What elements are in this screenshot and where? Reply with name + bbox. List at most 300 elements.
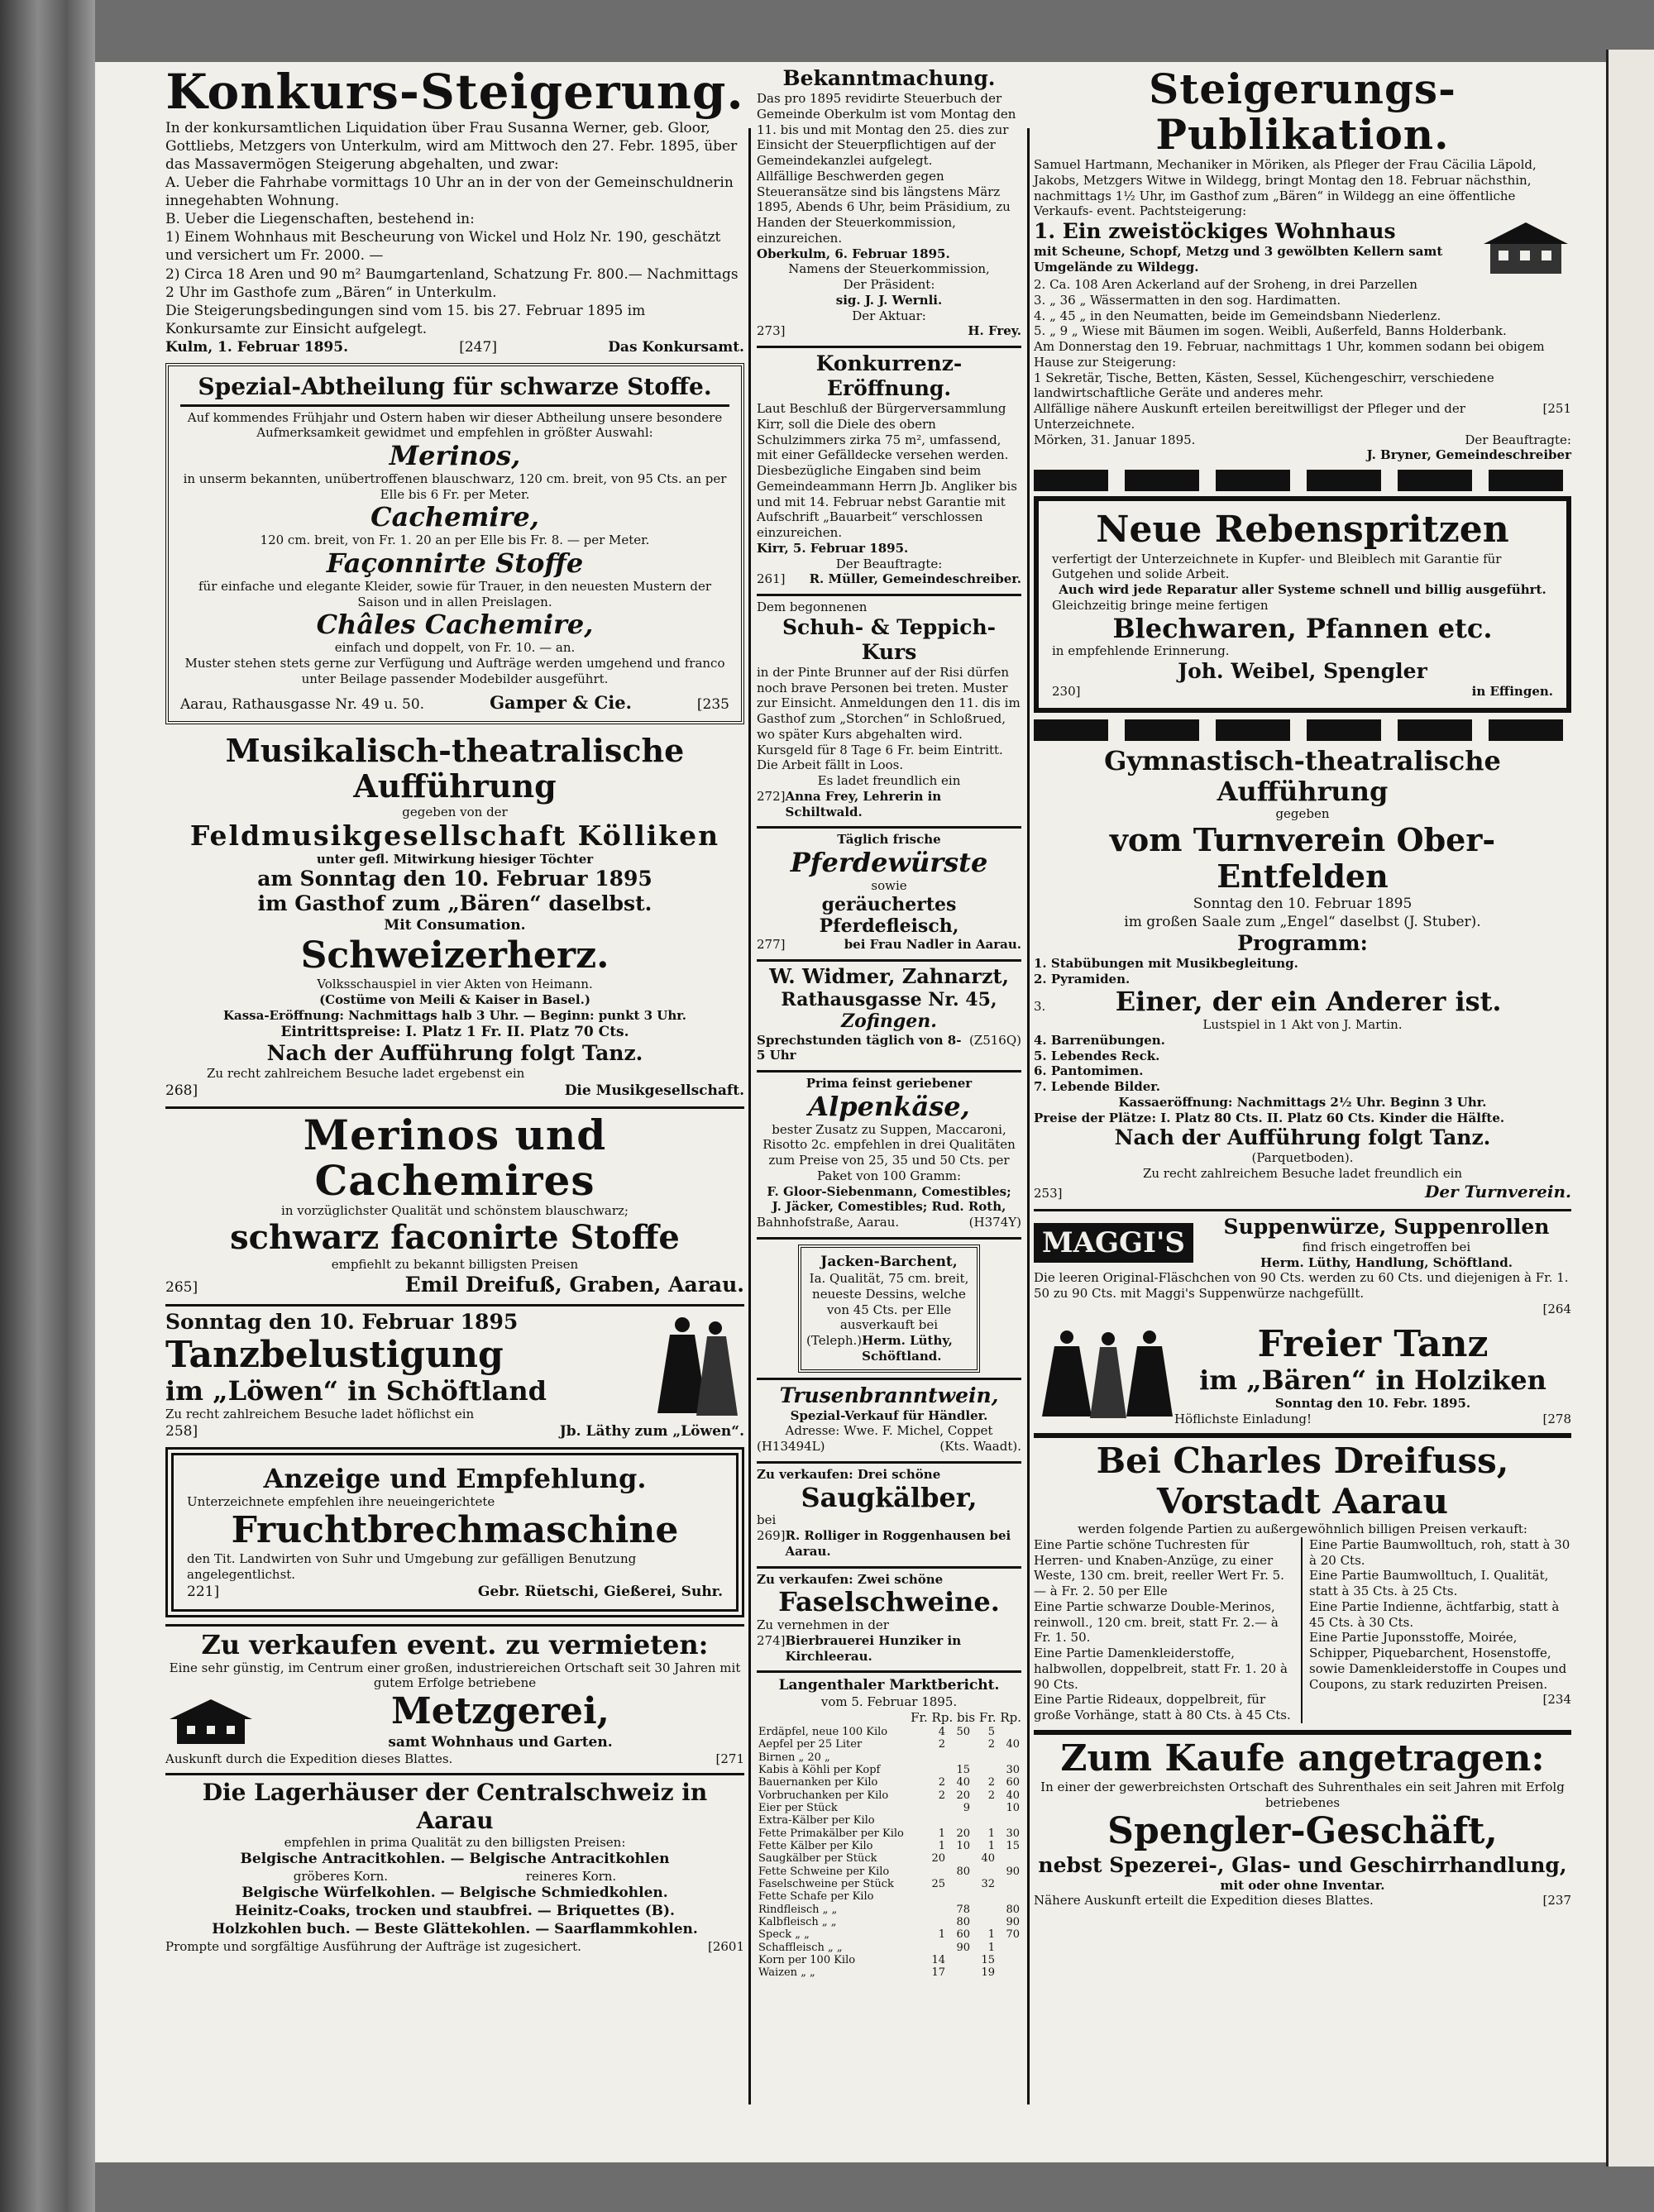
ad-text: in empfehlende Erinnerung. bbox=[1052, 643, 1230, 659]
sale-item: Eine Partie Baumwolltuch, roh, statt à 30 à 20 Cts. bbox=[1309, 1536, 1570, 1568]
market-price bbox=[997, 1726, 1021, 1738]
market-price bbox=[922, 1942, 947, 1954]
ad-ref: [278 bbox=[1542, 1411, 1571, 1426]
ad-metzgerei bbox=[165, 1630, 744, 1767]
ad-widmer bbox=[757, 965, 1021, 1063]
market-price: 80 bbox=[1006, 1903, 1020, 1916]
market-price bbox=[922, 1904, 947, 1916]
ad-title: Pferdewürste bbox=[790, 847, 988, 878]
ad-item: 4. „ 45 „ in den Neumatten, beide im Gemeindsbann Niederlenz. bbox=[1034, 308, 1441, 323]
program-item: 3. bbox=[1034, 999, 1046, 1015]
ad-text: Unterzeichnete empfehlen ihre neueingerichtete bbox=[187, 1493, 495, 1509]
column-divider-1 bbox=[748, 128, 751, 2105]
ad-title: Gymnastisch-theatralische Aufführung bbox=[1104, 744, 1501, 807]
ad-machine: Fruchtbrechmaschine bbox=[231, 1508, 679, 1551]
ad-ref: [234 bbox=[1542, 1692, 1571, 1708]
program-item: 7. Lebende Bilder. bbox=[1034, 1079, 1161, 1095]
ad-signature: Die Musikgesellschaft. bbox=[564, 1082, 744, 1100]
ad-title: Zu verkaufen event. zu vermieten: bbox=[201, 1628, 709, 1660]
ad-text: nebst Spezerei-, Glas- und Geschirrhandlung, bbox=[1038, 1852, 1567, 1877]
market-price bbox=[922, 1751, 947, 1764]
market-item: Rindfleisch „ „ bbox=[758, 1903, 838, 1916]
ad-text: Zu recht zahlreichem Besuche ladet freundlich ein bbox=[1142, 1166, 1463, 1182]
table-row bbox=[757, 1890, 1021, 1903]
market-item: Fette Primakälber per Kilo bbox=[758, 1827, 904, 1840]
ad-ref: [237 bbox=[1542, 1893, 1571, 1909]
sale-item: Eine Partie schöne Tuchresten für Herren- und Knaben-Anzüge, zu einer Weste, 130 cm. breit, reeller Wert Fr. 5.— à Fr. 2. 50 per Elle bbox=[1034, 1536, 1284, 1599]
ad-text: Preise der Plätze: I. Platz 80 Cts. II. Platz 60 Cts. Kinder die Hälfte. bbox=[1034, 1110, 1505, 1125]
table-row bbox=[757, 1966, 1021, 1979]
column-left bbox=[165, 66, 744, 1961]
table-row bbox=[757, 1904, 1021, 1916]
sale-item: Eine Partie Juponsstoffe, Moirée, Schipper, Piquebarchent, Hosenstoffe, sowie Damenkleiderstoffe in Coupes und Coupons, zu stark reduzirten Preisen. bbox=[1309, 1630, 1567, 1692]
market-price bbox=[922, 1890, 947, 1903]
market-price: 10 bbox=[956, 1839, 970, 1852]
market-price: 90 bbox=[956, 1941, 970, 1954]
ad-ref: (H374Y) bbox=[968, 1215, 1021, 1230]
ad-maggi bbox=[1034, 1215, 1571, 1317]
market-item: Faselschweine per Stück bbox=[758, 1877, 894, 1890]
ad-date: Kirr, 5. Februar 1895. bbox=[757, 540, 909, 556]
ad-ref: 268] bbox=[165, 1082, 198, 1100]
market-price bbox=[972, 1802, 997, 1814]
ad-firm: Gebr. Rüetschi, Gießerei, Suhr. bbox=[477, 1583, 723, 1600]
ad-text: Volksschauspiel in vier Akten von Heimann. bbox=[317, 977, 593, 992]
ad-title: Bei Charles Dreifuss, Vorstadt Aarau bbox=[1096, 1440, 1509, 1522]
market-price: 2 bbox=[938, 1776, 945, 1789]
ad-text: empfehlen in prima Qualität zu den billigsten Preisen: bbox=[284, 1834, 626, 1850]
market-price bbox=[947, 1954, 972, 1966]
table-row bbox=[757, 1852, 1021, 1865]
table-row bbox=[757, 1814, 1021, 1827]
market-price: 9 bbox=[963, 1801, 970, 1814]
market-price: 2 bbox=[987, 1776, 995, 1789]
ad-text: Die leeren Original-Fläschchen von 90 Cts. werden zu 60 Cts. und diejenigen à Fr. 1. 50 zu 90 Cts. mit Maggi's Suppenwürze nachgefüllt. bbox=[1034, 1270, 1569, 1302]
ad-text: (Costüme von Meili & Kaiser in Basel.) bbox=[319, 991, 590, 1007]
ad-text: Der Beauftragte: bbox=[1465, 432, 1571, 447]
market-price: 60 bbox=[1006, 1776, 1020, 1789]
market-price: 2 bbox=[987, 1738, 995, 1751]
ad-text: werden folgende Partien zu außergewöhnlich billigen Preisen verkauft: bbox=[1078, 1522, 1527, 1537]
table-row bbox=[757, 1942, 1021, 1954]
market-price: 32 bbox=[981, 1877, 995, 1890]
ad-address: Rathausgasse Nr. 45, bbox=[781, 988, 997, 1010]
market-item: Kabis à Köhli per Kopf bbox=[758, 1763, 881, 1776]
market-price: 90 bbox=[1006, 1915, 1020, 1928]
ad-text: gegeben von der bbox=[402, 804, 508, 819]
market-price: 1 bbox=[938, 1839, 945, 1852]
market-table bbox=[757, 1726, 1021, 1980]
ad-fasel bbox=[757, 1572, 1021, 1665]
ad-dreifuss bbox=[1034, 1441, 1571, 1722]
ad-title: Freier Tanz bbox=[1257, 1322, 1489, 1365]
ad-line: Belgische Antracitkohlen. — Belgische Antracitkohlen bbox=[240, 1851, 670, 1868]
ad-text: Zu vernehmen in der bbox=[757, 1617, 889, 1633]
market-price bbox=[922, 1802, 947, 1814]
market-price: 5 bbox=[987, 1725, 995, 1738]
ad-address: Aarau, Rathausgasse Nr. 49 u. 50. bbox=[180, 696, 425, 714]
ad-text: 1 Sekretär, Tische, Betten, Kästen, Sessel, Küchengeschirr, verschiedene landwirtschaftliche Geräte und anderes mehr. bbox=[1034, 370, 1494, 401]
market-price bbox=[972, 1764, 997, 1776]
ad-text: Dem begonnenen bbox=[757, 600, 868, 614]
ad-title: geräuchertes Pferdefleisch, bbox=[819, 893, 959, 937]
ad-org: Feldmusikgesellschaft Kölliken bbox=[189, 819, 720, 852]
ad-text: Mit Consumation. bbox=[384, 917, 526, 934]
maggi-logo: MAGGI'S bbox=[1034, 1223, 1193, 1263]
market-item: Bauernanken per Kilo bbox=[758, 1776, 878, 1789]
program-item: 4. Barrenübungen. bbox=[1034, 1032, 1165, 1048]
table-row bbox=[757, 1928, 1021, 1941]
ad-text: sowie bbox=[871, 877, 907, 893]
ad-konkurrenz bbox=[757, 351, 1021, 587]
ad-jacken bbox=[798, 1245, 980, 1373]
ad-name: Spengler-Geschäft, bbox=[1107, 1809, 1498, 1852]
ad-place: im Gasthof zum „Bären“ daselbst. bbox=[257, 891, 653, 916]
ad-firm: Gamper & Cie. bbox=[490, 692, 632, 714]
market-price: 10 bbox=[1006, 1801, 1020, 1814]
product-desc: einfach und doppelt, von Fr. 10. — an. bbox=[334, 640, 576, 656]
market-price: 4 bbox=[938, 1725, 945, 1738]
ad-signature: Jb. Läthy zum „Löwen“. bbox=[559, 1422, 744, 1440]
market-item: Korn per 100 Kilo bbox=[758, 1953, 856, 1966]
table-row bbox=[757, 1738, 1021, 1751]
ad-text: den Tit. Landwirten von Suhr und Umgebung zur gefälligen Benutzung angelegentlichst. bbox=[187, 1551, 637, 1582]
ad-signature: Joh. Weibel, Spengler bbox=[1178, 659, 1427, 684]
market-price bbox=[947, 1751, 972, 1764]
market-price: 40 bbox=[981, 1852, 995, 1866]
ad-line: Heinitz-Coaks, trocken und staubfrei. — Briquettes (B). bbox=[235, 1903, 675, 1920]
market-price bbox=[922, 1866, 947, 1878]
ad-title: Anzeige und Empfehlung. bbox=[263, 1463, 647, 1495]
ad-steigerung bbox=[1034, 66, 1571, 463]
ad-signature: Der Turnverein. bbox=[1425, 1181, 1571, 1202]
ad-org: vom Turnverein Ober-Entfelden bbox=[1109, 821, 1496, 895]
ad-firm: Bahnhofstraße, Aarau. bbox=[757, 1215, 900, 1230]
ad-ref: 269] bbox=[757, 1528, 786, 1544]
table-row bbox=[757, 1878, 1021, 1890]
market-item: Extra-Kälber per Kilo bbox=[758, 1814, 875, 1827]
ad-title: Zum Kaufe angetragen: bbox=[1060, 1737, 1545, 1780]
ad-signature: bei Frau Nadler in Aarau. bbox=[844, 937, 1021, 953]
market-price: 30 bbox=[1006, 1763, 1020, 1776]
market-item: Kalbfleisch „ „ bbox=[758, 1915, 837, 1928]
ad-text: bester Zusatz zu Suppen, Maccaroni, Risotto 2c. empfehlen in drei Qualitäten zum Preise von 25, 35 und 50 Cts. per Paket von 100 Gramm: bbox=[762, 1121, 1016, 1183]
market-price bbox=[972, 1751, 997, 1764]
ad-freier bbox=[1034, 1324, 1571, 1427]
ad-text: Ia. Qualität, 75 cm. breit, neueste Dessins, welche von 45 Cts. per Elle ausverkauft bei bbox=[809, 1271, 969, 1333]
ad-title: Saugkälber, bbox=[801, 1481, 978, 1513]
ad-kaelber bbox=[757, 1467, 1021, 1560]
ad-date: Sonntag den 10. Februar 1895 bbox=[1193, 895, 1413, 912]
ad-text: (Teleph.) bbox=[806, 1333, 863, 1349]
market-price bbox=[972, 1814, 997, 1827]
ad-signature: Bierbrauerei Hunziker in Kirchleerau. bbox=[785, 1632, 962, 1664]
ad-firm: J. Jäcker, Comestibles; Rud. Roth, bbox=[772, 1199, 1006, 1215]
ad-item: A. Ueber die Fahrhabe vormittags 10 Uhr an in der von der Gemeinschuldnerin innegehabten Wohnung. bbox=[165, 174, 734, 210]
ad-text: unter gefl. Mitwirkung hiesiger Töchter bbox=[316, 851, 594, 867]
sale-item: Eine Partie Rideaux, doppelbreit, für große Vorhänge, statt à 80 Cts. à 45 Cts. bbox=[1034, 1692, 1291, 1723]
product-name: Cachemire, bbox=[370, 501, 539, 533]
market-item: Erdäpfel, neue 100 Kilo bbox=[758, 1725, 888, 1738]
ad-text: in der Pinte Brunner auf der Risi dürfen noch brave Personen bei treten. Muster zur Einsicht. Anmeldungen den 11. dis im Gasthof zum „Storchen“ in Schloßrued, wo später Kurs abgehalten wird. Kursgeld für 8 Tage 6 Fr. beim Eintritt. Die Arbeit fällt in Loos. bbox=[757, 664, 1021, 773]
market-price bbox=[997, 1954, 1021, 1966]
market-price: 1 bbox=[987, 1839, 995, 1852]
market-price bbox=[997, 1852, 1021, 1865]
ad-konkurs bbox=[165, 66, 744, 356]
market-item: Birnen „ 20 „ bbox=[758, 1751, 830, 1764]
ad-ref: 272] bbox=[757, 788, 786, 804]
ad-spezial bbox=[165, 363, 744, 724]
product-desc: 120 cm. breit, von Fr. 1. 20 an per Elle bis Fr. 8. — per Meter. bbox=[260, 533, 650, 548]
ad-name: Metzgerei, bbox=[391, 1690, 609, 1733]
market-price: 20 bbox=[956, 1789, 970, 1802]
ad-firm: Herm. Lüthy, Handlung, Schöftland. bbox=[1260, 1254, 1513, 1270]
ad-line: Holzkohlen buch. — Beste Glättekohlen. — Saarflammkohlen. bbox=[212, 1921, 698, 1938]
market-item: Fette Schweine per Kilo bbox=[758, 1865, 890, 1878]
ad-date: Sonntag den 10. Februar 1895 bbox=[165, 1309, 519, 1334]
ad-signature: Herm. Lüthy, Schöftland. bbox=[862, 1333, 953, 1364]
ad-signature: H. Frey. bbox=[968, 323, 1021, 339]
ad-text: Die Steigerungsbedingungen sind vom 15. bis 27. Februar 1895 im Konkursamte zur Einsicht aufgelegt. bbox=[165, 302, 646, 337]
play-title: Schweizerherz. bbox=[300, 934, 609, 977]
ad-gym bbox=[1034, 746, 1571, 1202]
market-price bbox=[997, 1942, 1021, 1954]
ad-signature: J. Bryner, Gemeindeschreiber bbox=[1366, 447, 1571, 463]
dancers-illustration-icon bbox=[645, 1310, 744, 1426]
ornament-border bbox=[1034, 719, 1571, 741]
ad-text: Zu verkaufen: Drei schöne bbox=[757, 1466, 941, 1482]
market-price bbox=[997, 1966, 1021, 1979]
ad-text: verfertigt der Unterzeichnete in Kupfer- und Bleiblech mit Garantie für Gutgehen und solide Arbeit. bbox=[1052, 551, 1502, 582]
product-desc: für einfache und elegante Kleider, sowie für Trauer, in den neuesten Mustern der Saison und in allen Preislagen. bbox=[198, 578, 711, 609]
ad-ref: 274] bbox=[757, 1632, 786, 1648]
market-price: 1 bbox=[987, 1941, 995, 1954]
ad-item: 1. Ein zweistöckiges Wohnhaus bbox=[1034, 219, 1396, 243]
ad-text: Das pro 1895 revidirte Steuerbuch der Gemeinde Oberkulm ist vom Montag den 11. bis und mit Montag den 25. dies zur Einsicht der Steuerpflichtigen auf der Gemeindekanzlei aufgelegt. bbox=[757, 91, 1016, 168]
ad-text: Nach der Aufführung folgt Tanz. bbox=[266, 1041, 643, 1066]
table-row bbox=[757, 1840, 1021, 1852]
ad-date: Mörken, 31. Januar 1895. bbox=[1034, 432, 1196, 447]
next-page-edge bbox=[1606, 50, 1654, 2167]
market-price: 25 bbox=[931, 1877, 945, 1890]
market-price: 80 bbox=[956, 1915, 970, 1928]
market-item: Aepfel per 25 Liter bbox=[758, 1738, 863, 1751]
ad-line: gröberes Korn. reineres Korn. bbox=[293, 1868, 617, 1884]
ad-ref: 221] bbox=[187, 1583, 220, 1600]
ad-title: Schuh- & Teppich-Kurs bbox=[782, 614, 997, 664]
market-price bbox=[972, 1904, 997, 1916]
ad-text: Auf kommendes Frühjahr und Ostern haben wir dieser Abtheilung unsere besondere Aufmerksamkeit gewidmet und empfehlen in größter Auswahl: bbox=[187, 409, 723, 441]
sale-item: Eine Partie Indienne, ächtfarbig, statt à 45 Cts. à 30 Cts. bbox=[1309, 1598, 1560, 1630]
market-item: Speck „ „ bbox=[758, 1928, 810, 1942]
ad-text: Zu verkaufen: Zwei schöne bbox=[757, 1571, 944, 1587]
ad-text: Gleichzeitig bringe meine fertigen bbox=[1052, 597, 1269, 613]
ad-ref: [2601 bbox=[707, 1938, 744, 1954]
ad-title: Neue Rebenspritzen bbox=[1096, 509, 1509, 551]
ad-text: Nähere Auskunft erteilt die Expedition dieses Blattes. bbox=[1034, 1893, 1374, 1909]
ad-line: Belgische Würfelkohlen. — Belgische Schmiedkohlen. bbox=[241, 1885, 668, 1902]
market-price: 1 bbox=[938, 1827, 945, 1840]
market-price: 15 bbox=[956, 1763, 970, 1776]
ad-text: in vorzüglichster Qualität und schönstem blauschwarz; bbox=[281, 1203, 629, 1219]
book-spine bbox=[0, 0, 95, 2212]
market-price bbox=[997, 1878, 1021, 1890]
table-row bbox=[757, 1764, 1021, 1776]
ad-title: Suppenwürze, Suppenrollen bbox=[1223, 1214, 1550, 1239]
market-item: Vorbruchanken per Kilo bbox=[758, 1789, 889, 1802]
market-price bbox=[972, 1890, 997, 1903]
ad-text: empfiehlt zu bekannt billigsten Preisen bbox=[331, 1257, 579, 1273]
table-row bbox=[757, 1751, 1021, 1764]
sale-item: Eine Partie schwarze Double-Merinos, reinwoll., 120 cm. breit, statt Fr. 2.— à Fr. 1. 50. bbox=[1034, 1598, 1279, 1646]
ad-merinos bbox=[165, 1112, 744, 1297]
ad-ref: [235 bbox=[696, 696, 729, 714]
ad-text: Zu recht zahlreichem Besuche ladet höflichst ein bbox=[165, 1407, 475, 1422]
ad-ref: 273] bbox=[757, 323, 786, 339]
table-row bbox=[757, 1776, 1021, 1789]
ad-title: Bekanntmachung. bbox=[782, 66, 996, 90]
ad-text: Der Beauftragte: bbox=[835, 556, 943, 571]
ad-kaufe bbox=[1034, 1738, 1571, 1909]
ad-ref: [264 bbox=[1542, 1301, 1571, 1316]
ad-item: 2) Circa 18 Aren und 90 m² Baumgartenland, Schatzung Fr. 800.— Nachmittags 2 Uhr im Gasthofe zum „Bären“ in Unterkulm. bbox=[165, 265, 739, 301]
ad-lager bbox=[165, 1779, 744, 1954]
market-item: Fette Kälber per Kilo bbox=[758, 1839, 873, 1852]
ad-signature: Anna Frey, Lehrerin in Schiltwald. bbox=[785, 788, 942, 819]
ad-anzeige bbox=[165, 1447, 744, 1617]
ad-signature: sig. J. J. Wernli. bbox=[835, 292, 943, 308]
market-price bbox=[947, 1890, 972, 1903]
table-row bbox=[757, 1726, 1021, 1738]
ad-signature: Das Konkursamt. bbox=[608, 338, 744, 356]
ad-signature: R. Müller, Gemeindeschreiber. bbox=[809, 571, 1021, 587]
ad-place: in Effingen. bbox=[1471, 684, 1553, 700]
market-price bbox=[997, 1814, 1021, 1827]
house-icon bbox=[165, 1696, 256, 1746]
market-price: 40 bbox=[1006, 1738, 1020, 1751]
ad-ref: (H13494L) bbox=[757, 1439, 825, 1455]
ad-title: Die Lagerhäuser der Centralschweiz in Aarau bbox=[202, 1779, 708, 1835]
ad-date: Oberkulm, 6. Februar 1895. bbox=[757, 246, 950, 261]
ad-place: im „Löwen“ in Schöftland bbox=[165, 1375, 547, 1407]
ad-text: Zu recht zahlreichem Besuche ladet ergebenst ein bbox=[207, 1066, 525, 1082]
ad-bekannt bbox=[757, 66, 1021, 339]
ad-date: Sonntag den 10. Febr. 1895. bbox=[1274, 1395, 1471, 1411]
ad-text: Eine sehr günstig, im Centrum einer großen, industriereichen Ortschaft seit 30 Jahren mit gutem Erfolge betriebene bbox=[169, 1660, 741, 1691]
ad-text: Kassaeröffnung: Nachmittags 2½ Uhr. Beginn 3 Uhr. bbox=[1118, 1094, 1487, 1110]
ad-firm: F. Gloor-Siebenmann, Comestibles; bbox=[767, 1183, 1011, 1199]
market-price: 2 bbox=[987, 1789, 995, 1802]
market-price bbox=[947, 1852, 972, 1865]
ad-item: 2. Ca. 108 Aren Ackerland auf der Sroheng, in drei Parzellen bbox=[1034, 277, 1417, 292]
market-price: 40 bbox=[956, 1776, 970, 1789]
market-price: 2 bbox=[938, 1738, 945, 1751]
ad-text: Namens der Steuerkommission, bbox=[788, 261, 990, 277]
ad-markt bbox=[757, 1676, 1021, 1979]
ad-title: Musikalisch-theatralische Aufführung bbox=[225, 731, 685, 805]
market-price: 15 bbox=[1006, 1839, 1020, 1852]
ad-line: Prompte und sorgfältige Ausführung der Aufträge ist zugesichert. bbox=[165, 1938, 581, 1954]
market-item: Schaffleisch „ „ bbox=[758, 1941, 843, 1954]
table-row bbox=[757, 1866, 1021, 1878]
ad-ref: 258] bbox=[165, 1422, 198, 1440]
market-price: 19 bbox=[981, 1966, 995, 1980]
market-price: 78 bbox=[956, 1903, 970, 1916]
market-price bbox=[922, 1814, 947, 1827]
market-price: 14 bbox=[931, 1953, 945, 1966]
ad-text: Lustspiel in 1 Akt von J. Martin. bbox=[1202, 1017, 1403, 1033]
table-row bbox=[757, 1802, 1021, 1814]
ad-date: Kulm, 1. Februar 1895. bbox=[165, 338, 348, 356]
ad-title: Jacken-Barchent, bbox=[820, 1253, 958, 1270]
ad-text: Am Donnerstag den 19. Februar, nachmittags 1 Uhr, kommen sodann bei obigem Hause zur Steigerung: bbox=[1034, 339, 1545, 370]
ad-title: Faselschweine. bbox=[778, 1586, 1000, 1618]
ad-item: 3. „ 36 „ Wässermatten in den sog. Hardimatten. bbox=[1034, 292, 1341, 308]
ad-ref: [251 bbox=[1542, 401, 1571, 416]
market-price bbox=[972, 1866, 997, 1878]
ad-item: B. Ueber die Liegenschaften, bestehend in: bbox=[165, 211, 475, 228]
program-play: Einer, der ein Anderer ist. bbox=[1115, 986, 1502, 1018]
ad-kurs bbox=[757, 600, 1021, 819]
ad-note: Muster stehen stets gerne zur Verfügung und Aufträge werden umgehend und franco unter Beilage passender Modebilder ausgeführt. bbox=[184, 655, 725, 686]
ad-item: 5. „ 9 „ Wiese mit Bäumen im sogen. Weibli, Außerfeld, Banns Holderbank. bbox=[1034, 323, 1507, 339]
market-price bbox=[922, 1916, 947, 1928]
ad-text: Der Präsident: bbox=[843, 277, 935, 292]
ad-alpen bbox=[757, 1076, 1021, 1230]
product-name: Châles Cachemire, bbox=[316, 609, 594, 641]
market-item: Eier per Stück bbox=[758, 1801, 838, 1814]
ad-tanz bbox=[165, 1310, 744, 1440]
ad-text: Prima feinst geriebener bbox=[805, 1076, 973, 1092]
ad-title: Langenthaler Marktbericht. bbox=[778, 1677, 1000, 1694]
ad-hours: Sprechstunden täglich von 8-5 Uhr bbox=[757, 1032, 962, 1063]
ad-text: Auch wird jede Reparatur aller Systeme schnell und billig ausgeführt. bbox=[1059, 582, 1546, 598]
ad-text: Allfällige nähere Auskunft erteilen bereitwilligst der Pfleger und der Unterzeichnete. bbox=[1034, 401, 1465, 432]
ad-date: vom 5. Februar 1895. bbox=[820, 1694, 958, 1710]
market-price bbox=[947, 1966, 972, 1979]
ad-musik bbox=[165, 733, 744, 1101]
column-right bbox=[1034, 66, 1571, 1915]
ad-text: Nach der Aufführung folgt Tanz. bbox=[1114, 1125, 1491, 1150]
market-price: 1 bbox=[938, 1928, 945, 1942]
ornament-border bbox=[1034, 470, 1571, 491]
ad-title: Konkurrenz-Eröffnung. bbox=[815, 351, 963, 400]
market-price: 50 bbox=[956, 1725, 970, 1738]
table-row bbox=[757, 1916, 1021, 1928]
ad-title: Konkurs-Steigerung. bbox=[165, 64, 744, 120]
ad-text: Es ladet freundlich ein bbox=[817, 773, 961, 788]
program-item: 6. Pantomimen. bbox=[1034, 1063, 1144, 1079]
ad-place: im großen Saale zum „Engel“ daselbst (J. Stuber). bbox=[1124, 913, 1481, 930]
table-header: Fr. Rp. bis Fr. Rp. bbox=[911, 1710, 1021, 1726]
ad-firm: Emil Dreifuß, Graben, Aarau. bbox=[404, 1272, 744, 1297]
product-name: Façonnirte Stoffe bbox=[326, 547, 584, 579]
ad-text: Laut Beschluß der Bürgerversammlung Kirr, soll die Diele des obern Schulzimmers zirka 75 m², umfassend, mit einer Gefälldecke versehen werden. bbox=[757, 401, 1009, 463]
market-price bbox=[947, 1878, 972, 1890]
ad-place: im „Bären“ in Holziken bbox=[1199, 1364, 1546, 1397]
ad-ref: 230] bbox=[1052, 684, 1081, 700]
ad-title: Trusenbranntwein, bbox=[779, 1383, 999, 1407]
market-price: 20 bbox=[956, 1827, 970, 1840]
market-price bbox=[997, 1890, 1021, 1903]
program-title: Programm: bbox=[1237, 930, 1368, 955]
column-divider-2 bbox=[1027, 128, 1030, 2105]
market-price: 40 bbox=[1006, 1789, 1020, 1802]
market-price: 1 bbox=[987, 1827, 995, 1840]
market-price: 17 bbox=[931, 1966, 945, 1980]
program-item: 1. Stabübungen mit Musikbegleitung. bbox=[1034, 955, 1298, 971]
ad-ref: 277] bbox=[757, 937, 786, 953]
